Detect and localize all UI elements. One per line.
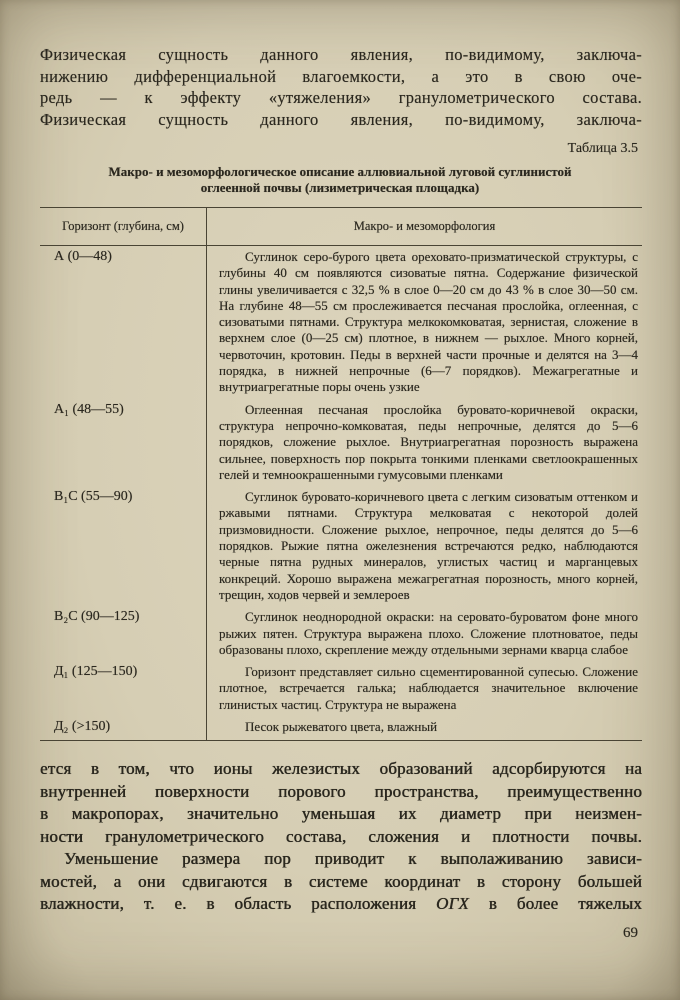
outro-line [40, 893, 642, 916]
outro-line: ется в том, что ионы железистых образований адсорбируются на [40, 759, 642, 779]
table-header [40, 208, 642, 246]
table-body [40, 246, 642, 740]
horizon-description: Горизонт представляет сильно сцементированной супесью. Сложение плотное, встречается галька; наблюдается значительное включение глинистых частиц. Структура не выражена [219, 664, 638, 712]
intro-line: Физическая сущность данного явления, по-видимому, заключа- [40, 45, 642, 64]
outro-line: мостей, а они сдвигаются в системе координат в сторону большей [40, 871, 642, 891]
horizon-description: Оглеенная песчаная прослойка буровато-коричневой окраски, структура непрочно-комковатая, педы непрочные, делятся до 5—6 порядков, сложение рыхлое. Внутриагрегатная порозность выражена сильнее, поверхность пор покрыта тонкими пленками светлоокрашенных гелей и темноокрашенными гумусовыми пленками [219, 401, 638, 482]
table-title-line: Макро- и мезоморфологическое описание аллювиальной луговой суглинистой [108, 164, 572, 179]
soil-table [40, 207, 642, 741]
horizon-label: В₁С (55—90) [40, 486, 207, 606]
outro-line: ности гранулометрического состава, сложения и плотности почвы. [40, 826, 642, 846]
outro-line: в макропорах, значительно уменьшая их диаметр при неизмен- [40, 804, 642, 824]
col-header-horizon: Горизонт (глубина, см) [40, 208, 207, 245]
horizon-label: Д₂ (>150) [40, 716, 207, 740]
outro-line: внутренней поверхности порового пространства, преимущественно [40, 781, 642, 801]
horizon-label: Д₁ (125—150) [40, 661, 207, 716]
horizon-label: В₂С (90—125) [40, 606, 207, 661]
col-header-morphology: Макро- и мезоморфология [353, 219, 496, 233]
outro-line-post: в более тяжелых [468, 894, 642, 914]
intro-line: Физическая сущность данного явления, по-видимому, заключа- [40, 109, 642, 129]
table-caption: Таблица 3.5 [567, 141, 638, 156]
horizon-description: Суглинок неоднородной окраски: на серовато-буроватом фоне много рыжих пятен. Структура выражена плохо. Сложение плотноватое, педы образованы плохо, скрепление между отдельными зернами кварца слабое [219, 609, 638, 657]
outro-paragraphs [0, 741, 680, 916]
table-row [40, 399, 642, 486]
table-title [0, 164, 680, 196]
intro-line: нижению дифференциальной влагоемкости, а это в свою оче- [40, 66, 642, 86]
intro-line: редь — к эффекту «утяжеления» гранулометрического состава. [40, 88, 642, 107]
page-number: 69 [623, 925, 638, 941]
table-title-line: оглеенной почвы (лизиметрическая площадка) [200, 180, 480, 195]
table-row [40, 661, 642, 716]
horizon-label: А (0—48) [40, 246, 207, 399]
ogh-term: ОГХ [435, 894, 469, 914]
horizon-description: Песок рыжеватого цвета, влажный [245, 719, 438, 735]
horizon-description: Суглинок буровато-коричневого цвета с легким сизоватым оттенком и ржавыми пятнами. Структура мелковатая с некоторой долей призмовидности. Сложение рыхлое, непрочное, педы делятся до 5—6 порядков. Рыжие пятна ожелезнения встречаются редко, наблюдаются черные пятна рудных минералов, углистых частиц и марганцевых конкреций. Хорошо выражена межагрегатная порозность, много корней, трещин, ходов червей и землероев [219, 489, 638, 602]
intro-paragraph [0, 0, 680, 130]
outro-line-pre: влажности, т. е. в область расположения [40, 894, 436, 914]
table-row [40, 246, 642, 399]
table-row [40, 606, 642, 661]
table-row [40, 486, 642, 606]
table-row [40, 716, 642, 740]
horizon-label: А₁ (48—55) [40, 399, 207, 486]
horizon-description: Суглинок серо-бурого цвета ореховато-призматической структуры, с глубины 40 см появляются сизоватые пятна. Содержание физической глины увеличивается с 32,5 % в слое 0—20 см до 43 % в слое 30—50 см. На глубине 48—55 см прослеживается песчаная прослойка, оглеенная, с сизоватыми пятнами. Структура мелкокомковатая, зернистая, сложение в верхнем слое (0—25 см) плотное, в нижнем — рыхлое. Много корней, червоточин, кротовин. Педы в верхней части прочные и делятся на 3—4 порядка, в нижней непрочные (6—7 порядков). Межагрегатные и внутриагрегатные поры очень узкие [219, 249, 638, 395]
outro-line: Уменьшение размера пор приводит к выполаживанию зависи- [64, 849, 642, 869]
